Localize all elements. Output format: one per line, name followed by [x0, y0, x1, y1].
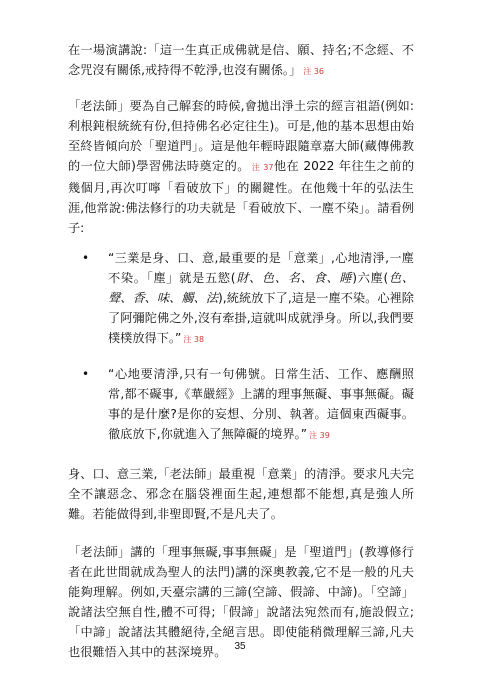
footnote-ref-38[interactable]: 注 38 [183, 335, 205, 344]
quote-text-c: )六塵( [352, 271, 389, 285]
paragraph-text-part-a: 「老法師」要為自己解套的時候,會拋出淨土宗的經言祖語(例如:利根鈍根統統有份,但持佛名必定往生)。可是,他的基本思想由始至終皆傾向於「聖道門」。這是他年輕時跟隨章嘉大師(藏傳佛教的一位大師)學習佛法時奠定的。 [68, 99, 414, 173]
list-item [82, 364, 414, 446]
bullet-marker: • [82, 367, 90, 381]
paragraph-text: 身、口、意三業,「老法師」最重視「意業」的清淨。要求凡夫完全不讓惡念、邪念在腦袋裡面生起,連想都不能想,真是強人所難。若能做得到,非聖即賢,不是凡夫了。 [68, 467, 414, 521]
paragraph-old-master [68, 96, 414, 238]
paragraph-text-part-b: 他在 2022 年往生之前的幾個月,再次叮嚀「看破放下」的關鍵性。在他幾十年的弘法生涯,他常說:佛法修行的功夫就是「看破放下、一塵不染」。請看例子: [68, 159, 415, 235]
quote-text-e: ),統統放下了,這是一塵不染。心裡除了阿彌陀佛之外,沒有牽掛,這就叫成就淨身。所以,我們要樸樸放得下。” [108, 291, 414, 345]
footnote-ref-37[interactable]: 注 37 [251, 163, 274, 172]
bullet-marker: • [82, 251, 90, 265]
quote-text-a: “三業是身、口、意,最重要的是「意業」,心地清淨,一塵不染。「塵」就是五慾( [108, 251, 414, 285]
quote-text: “心地要清淨,只有一句佛號。日常生活、工作、應酬照常,都不礙事,《華嚴經》上講的理事無礙、事事無礙。礙事的是什麼?是你的妄想、分別、執著。這個東西礙事。徹底放下,你就進入了無障礙的境界。” [108, 367, 414, 441]
paragraph-text: 「老法師」講的「理事無礙,事事無礙」是「聖道門」(教導修行者在此世間就成為聖人的法門)講的深奧教義,它不是一般的凡夫能夠理解。例如,天臺宗講的三諦(空諦、假諦、中諦)。「空諦」說諸法空無自性,體不可得;「假諦」說諸法宛然而有,施設假立;「中諦」說諸法其體絕待,全絕言思。即使能稍微理解三諦,凡夫也很難悟入其中的甚深境界。 [68, 545, 414, 659]
quote-text-six-dusts: 色、聲、香、味、觸、法 [108, 271, 415, 305]
list-item [82, 248, 414, 350]
paragraph-three-karmas [68, 464, 414, 524]
footnote-ref-36[interactable]: 注 36 [303, 67, 324, 76]
paragraph-text: 在一場演講說:「這一生真正成佛就是信、願、持名;不念經、不念咒沒有關係,戒持得不乾淨,也沒有關係。」 [68, 43, 414, 77]
page-number: 35 [234, 641, 246, 652]
quote-text-five-desires: 財、色、名、食、睡 [235, 271, 353, 285]
page-content [68, 40, 414, 662]
example-quote-list [68, 248, 414, 446]
footnote-ref-39[interactable]: 注 39 [309, 431, 330, 440]
paragraph-quote-speech [68, 40, 414, 82]
